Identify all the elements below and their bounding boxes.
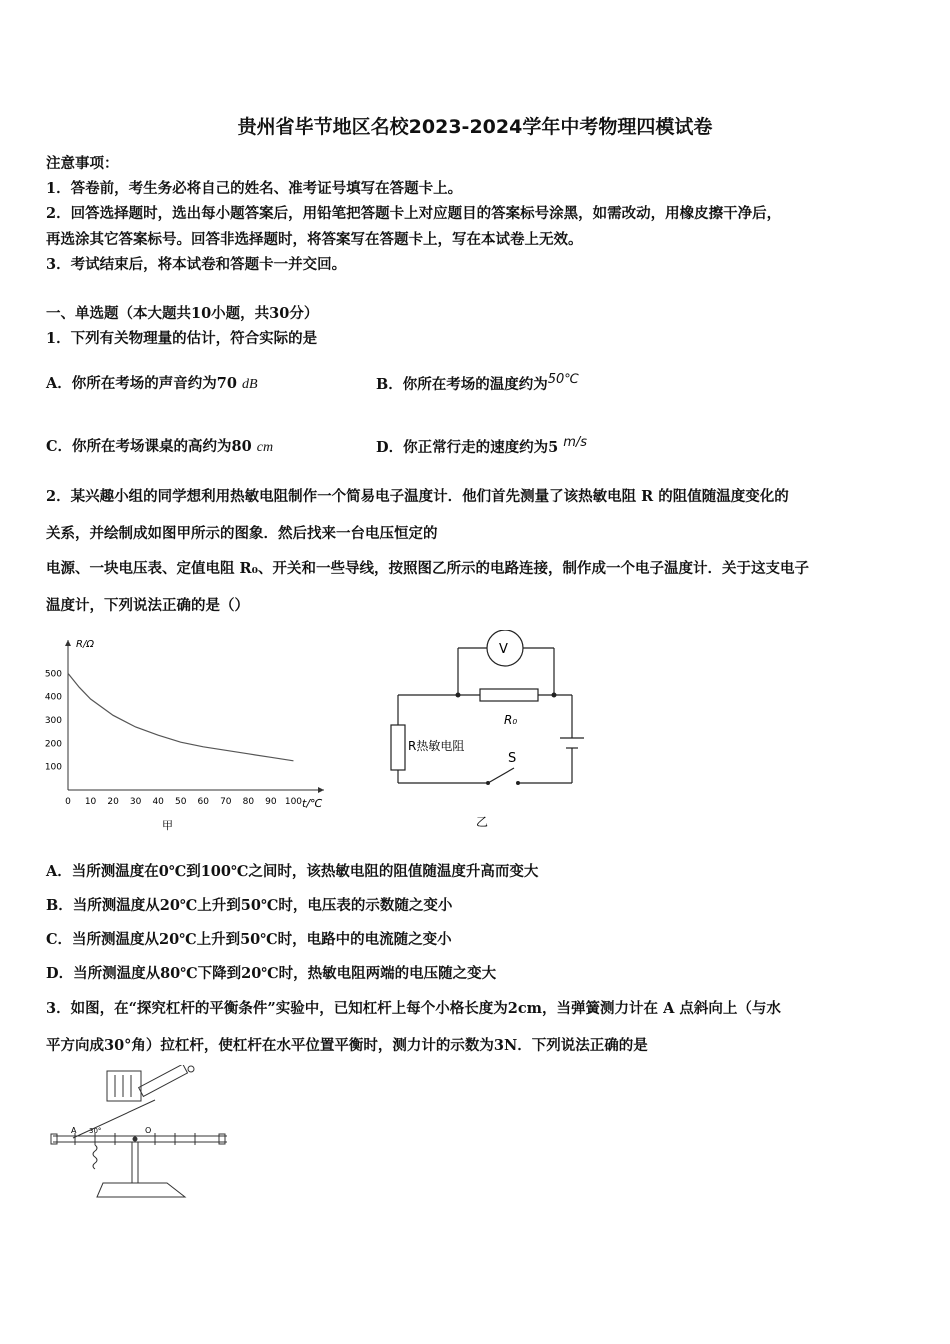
q2-option-b: B．当所测温度从20℃上升到50℃时，电压表的示数随之变小 [46, 897, 453, 914]
q1-option-c-unit: cm [256, 440, 274, 455]
y-axis-arrow [65, 640, 71, 646]
q1-option-c [46, 435, 273, 456]
spring-scale-tube [139, 1065, 188, 1096]
chart-axes [65, 640, 324, 793]
resistance-curve [68, 673, 293, 761]
q1-option-b-text: B．你所在考场的温度约为 [376, 376, 548, 393]
x-tick-label: 50 [175, 797, 187, 807]
x-tick-label: 40 [152, 797, 164, 807]
q1-option-a-unit: dB [241, 377, 258, 392]
x-tick-label: 100 [284, 797, 303, 807]
thermistor-resistance-chart [40, 635, 340, 835]
junction-right [552, 693, 557, 698]
notice-item-2-cont: 再选涂其它答案标号。回答非选择题时，将答案写在答题卡上，写在本试卷上无效。 [46, 231, 583, 248]
y-tick-label: 500 [44, 669, 62, 680]
x-axis-arrow [318, 787, 324, 793]
notice-item-2: 2．回答选择题时，选出每小题答案后，用铅笔把答题卡上对应题目的答案标号涂黑，如需改动，用橡皮擦干净后， [46, 205, 782, 222]
spring-scale-body [107, 1071, 141, 1101]
point-a-label: A [71, 1126, 77, 1135]
q1-option-c-text: C．你所在考场课桌的高约为80 [46, 438, 257, 455]
lever-figure [45, 1065, 235, 1205]
x-tick-label: 70 [220, 797, 232, 807]
q2-option-d: D．当所测温度从80℃下降到20℃时，热敏电阻两端的电压随之变大 [46, 965, 497, 982]
switch-contact-right [516, 781, 520, 785]
y-tick-label: 100 [44, 762, 62, 773]
switch-contact-left [486, 781, 490, 785]
pivot-o-label: O [145, 1126, 152, 1135]
q1-option-d-unit: m/s [563, 435, 588, 450]
hanging-spring [93, 1145, 97, 1169]
pull-string [73, 1100, 155, 1138]
notice-heading: 注意事项： [46, 155, 119, 172]
x-tick-label: 0 [65, 797, 71, 807]
x-tick-label: 60 [197, 797, 209, 807]
x-tick-label: 80 [242, 797, 255, 807]
y-tick-label: 400 [44, 692, 62, 703]
voltmeter-label: V [499, 642, 508, 657]
switch-blade [488, 768, 514, 783]
y-axis-label: R/Ω [76, 639, 94, 650]
q2-option-c: C．当所测温度从20℃上升到50℃时，电路中的电流随之变小 [46, 931, 452, 948]
circuit-caption: 乙 [476, 815, 489, 829]
q1-stem: 1．下列有关物理量的估计，符合实际的是 [46, 330, 318, 347]
q2-stem-2: 关系，并绘制成如图甲所示的图象．然后找来一台电压恒定的 [46, 525, 438, 542]
section-heading: 一、单选题（本大题共10小题，共30分） [46, 305, 319, 322]
q1-option-d [376, 435, 587, 457]
q3-stem-2: 平方向成30°角）拉杠杆，使杠杆在水平位置平衡时，测力计的示数为3N．下列说法正确的是 [46, 1037, 648, 1054]
x-tick-label: 90 [265, 797, 277, 807]
x-tick-label: 30 [129, 797, 142, 807]
junction-left [456, 693, 461, 698]
angle-label: 30° [89, 1127, 102, 1135]
switch-label: S [508, 751, 517, 766]
notice-item-1: 1．答卷前，考生务必将自己的姓名、准考证号填写在答题卡上。 [46, 180, 463, 197]
q2-stem-1: 2．某兴趣小组的同学想利用热敏电阻制作一个简易电子温度计．他们首先测量了该热敏电阻 R 的阻值随温度变化的 [46, 488, 789, 505]
thermistor-label: R热敏电阻 [408, 739, 465, 753]
chart-caption: 甲 [162, 819, 173, 832]
x-tick-label: 20 [107, 797, 119, 807]
spring-scale-ring [188, 1066, 194, 1072]
stand-base [97, 1183, 185, 1197]
q2-stem-4: 温度计，下列说法正确的是（） [46, 597, 249, 614]
r0-label: R₀ [504, 713, 518, 727]
q1-option-d-text: D．你正常行走的速度约为5 [376, 439, 564, 456]
chart-ticks [45, 669, 303, 807]
q1-option-a [46, 372, 258, 393]
r0-resistor-symbol [480, 689, 538, 701]
exam-title: 贵州省毕节地区名校2023-2024学年中考物理四模试卷 [237, 116, 713, 138]
thermistor-symbol [391, 725, 405, 770]
q2-option-a: A．当所测温度在0℃到100℃之间时，该热敏电阻的阻值随温度升高而变大 [46, 863, 539, 880]
notice-item-3: 3．考试结束后，将本试卷和答题卡一并交回。 [46, 256, 347, 273]
y-tick-label: 300 [44, 716, 62, 726]
q3-stem-1: 3．如图，在“探究杠杆的平衡条件”实验中，已知杠杆上每个小格长度为2cm，当弹簧测力计在 A 点斜向上（与水 [46, 1000, 781, 1017]
q1-option-a-text: A．你所在考场的声音约为70 [46, 375, 242, 392]
q1-option-b-unit: 50℃ [547, 372, 579, 387]
q1-option-b [376, 372, 579, 394]
lever-pivot [133, 1137, 138, 1142]
x-axis-label: t/℃ [302, 797, 323, 810]
y-tick-label: 200 [44, 739, 62, 750]
circuit-diagram [380, 630, 600, 830]
q2-stem-3: 电源、一块电压表、定值电阻 R₀、开关和一些导线，按照图乙所示的电路连接，制作成一个电子温度计．关于这支电子 [46, 560, 809, 577]
x-tick-label: 10 [84, 797, 97, 807]
